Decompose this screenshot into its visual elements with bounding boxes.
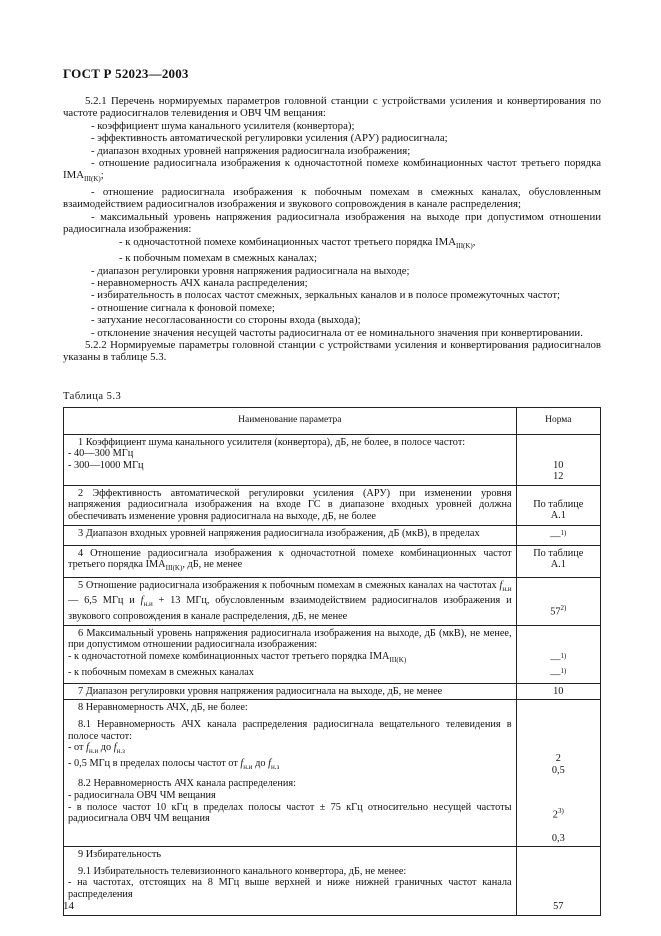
norm-cell: 10 12 <box>516 434 600 485</box>
norm-cell: По таблице А.1 <box>516 485 600 525</box>
sub-list-item: - к одночастотной помехе комбинационных частот третьего порядка $IMA_{III(K)}$, <box>119 235 476 250</box>
norm-cell: 57$^{2)}$ <box>516 577 600 625</box>
list-item: - избирательность в полосах частот смежных, зеркальных каналов и в полосе промежуточных частот; <box>91 289 561 302</box>
parameter-cell: 2 Эффективность автоматической регулировки усиления (АРУ) при изменении уровня напряжения радиосигнала изображения на входе ГС в диапазоне входных уровней должна обеспечивать изменение уровня радиосигнала на выходе, дБ, не более <box>64 485 517 525</box>
norm-cell: 10 <box>516 683 600 700</box>
parameter-cell: 8 Неравномерность АЧХ, дБ, не более: 8.1 Неравномерность АЧХ канала распределения радиосигнала вещательного телевидения в полосе частот: - от $f_{н.и}$ до $f_{н.з}$ - 0,5 МГц в пределах полосы частот от $f_{н.и}$ до $f_{н.з}$ 8.2 Неравномерность АЧХ канала распределения: - радиосигнала ОВЧ ЧМ вещания - в полосе частот 10 кГц в пределах полосы частот ± 75 кГц относительно несущей частоты радиосигнала ОВЧ ЧМ вещания <box>64 700 517 847</box>
parameter-cell: 1 Коэффициент шума канального усилителя (конвертора), дБ, не более, в полосе частот: - 40—300 МГц - 300—1000 МГц <box>64 434 517 485</box>
standard-code-header: ГОСТ Р 52023—2003 <box>63 66 189 81</box>
table-row <box>64 847 601 916</box>
table-row <box>64 525 601 545</box>
paragraph-5-2-2: 5.2.2 Нормируемые параметры головной станции с устройствами усиления и конвертирования радиосигналов указаны в таблице 5.3. <box>63 339 601 364</box>
list-item: - отклонение значения несущей частоты радиосигнала от ее номинального значения при конвертировании. <box>91 326 583 339</box>
table-row <box>64 700 601 847</box>
parameter-cell: 4 Отношение радиосигнала изображения к одночастотной помехе комбинационных частот третьего порядка $IMA_{III(K)}$, дБ, не менее <box>64 545 517 577</box>
sub-list-item: - к побочным помехам в смежных каналах; <box>119 252 317 265</box>
parameter-cell: 7 Диапазон регулировки уровня напряжения радиосигнала на выходе, дБ, не менее <box>64 683 517 700</box>
list-item: - эффективность автоматической регулировки усиления (АРУ) радиосигнала; <box>91 132 448 145</box>
table-row <box>64 434 601 485</box>
norm-cell: 2 0,5 2$^{3)}$ 0,3 <box>516 700 600 847</box>
norm-cell: По таблице А.1 <box>516 545 600 577</box>
table-row <box>64 577 601 625</box>
body-text <box>63 95 601 364</box>
parameter-cell: 5 Отношение радиосигнала изображения к побочным помехам в смежных каналах на частотах $f_{н.и}$ — 6,5 МГц и $f_{н.и} + 13$ МГц, обусловленным взаимодействием радиосигналов изображения и звукового сопровождения в канале распределения, дБ, не менее <box>64 577 517 625</box>
list-item: - отношение сигнала к фоновой помехе; <box>91 301 275 314</box>
table-row <box>64 485 601 525</box>
list-item: - отношение радиосигнала изображения к одночастотной помехе комбинационных частот третьего порядка $IMA_{III(K)}$; <box>63 157 601 184</box>
table-row <box>64 545 601 577</box>
list-item: - коэффициент шума канального усилителя (конвертора); <box>91 119 355 132</box>
list-item: - отношение радиосигнала изображения к побочным помехам в смежных каналах, обусловленным взаимодействием радиосигналов изображения и звукового сопровождения в канале распределения; <box>63 186 601 211</box>
norm-cell: —$^{1)}$ —$^{1)}$ <box>516 625 600 683</box>
norm-cell: —$^{1)}$ <box>516 525 600 545</box>
page-number: 14 <box>63 900 74 912</box>
parameter-cell: 3 Диапазон входных уровней напряжения радиосигнала изображения, дБ (мкВ), в пределах <box>64 525 517 545</box>
list-item: - диапазон входных уровней напряжения радиосигнала изображения; <box>91 144 411 157</box>
column-header-parameter: Наименование параметра <box>64 408 517 435</box>
list-item: - затухание несогласованности со стороны входа (выхода); <box>91 314 361 327</box>
parameter-cell: 9 Избирательность 9.1 Избирательность телевизионного канального конвертора, дБ, не менее: - на частотах, отстоящих на 8 МГц выше верхней и ниже нижней граничных частот канала распределения <box>64 847 517 916</box>
table-row <box>64 683 601 700</box>
table-caption: Таблица 5.3 <box>63 391 122 402</box>
paragraph-5-2-1: 5.2.1 Перечень нормируемых параметров головной станции с устройствами усиления и конвертирования по частоте радиосигналов телевидения и ОВЧ ЧМ вещания: <box>63 95 601 120</box>
norm-cell: 57 <box>516 847 600 916</box>
list-item: - неравномерность АЧХ канала распределения; <box>91 277 308 289</box>
table-header-row <box>64 408 601 435</box>
list-item: - максимальный уровень напряжения радиосигнала изображения на выходе при допустимом отношении радиосигнала изображения: <box>63 210 601 236</box>
table-row <box>64 625 601 683</box>
parameters-table <box>63 407 601 916</box>
parameter-cell: 6 Максимальный уровень напряжения радиосигнала изображения на выходе, дБ (мкВ), не менее, при допустимом отношении радиосигнала изображения: - к одночастотной помехе комбинационных частот третьего порядка $IMA_{III(K)}$ - к побочным помехам в смежных каналах <box>64 625 517 683</box>
list-item: - диапазон регулировки уровня напряжения радиосигнала на выходе; <box>91 264 410 277</box>
column-header-norm: Норма <box>516 408 600 435</box>
